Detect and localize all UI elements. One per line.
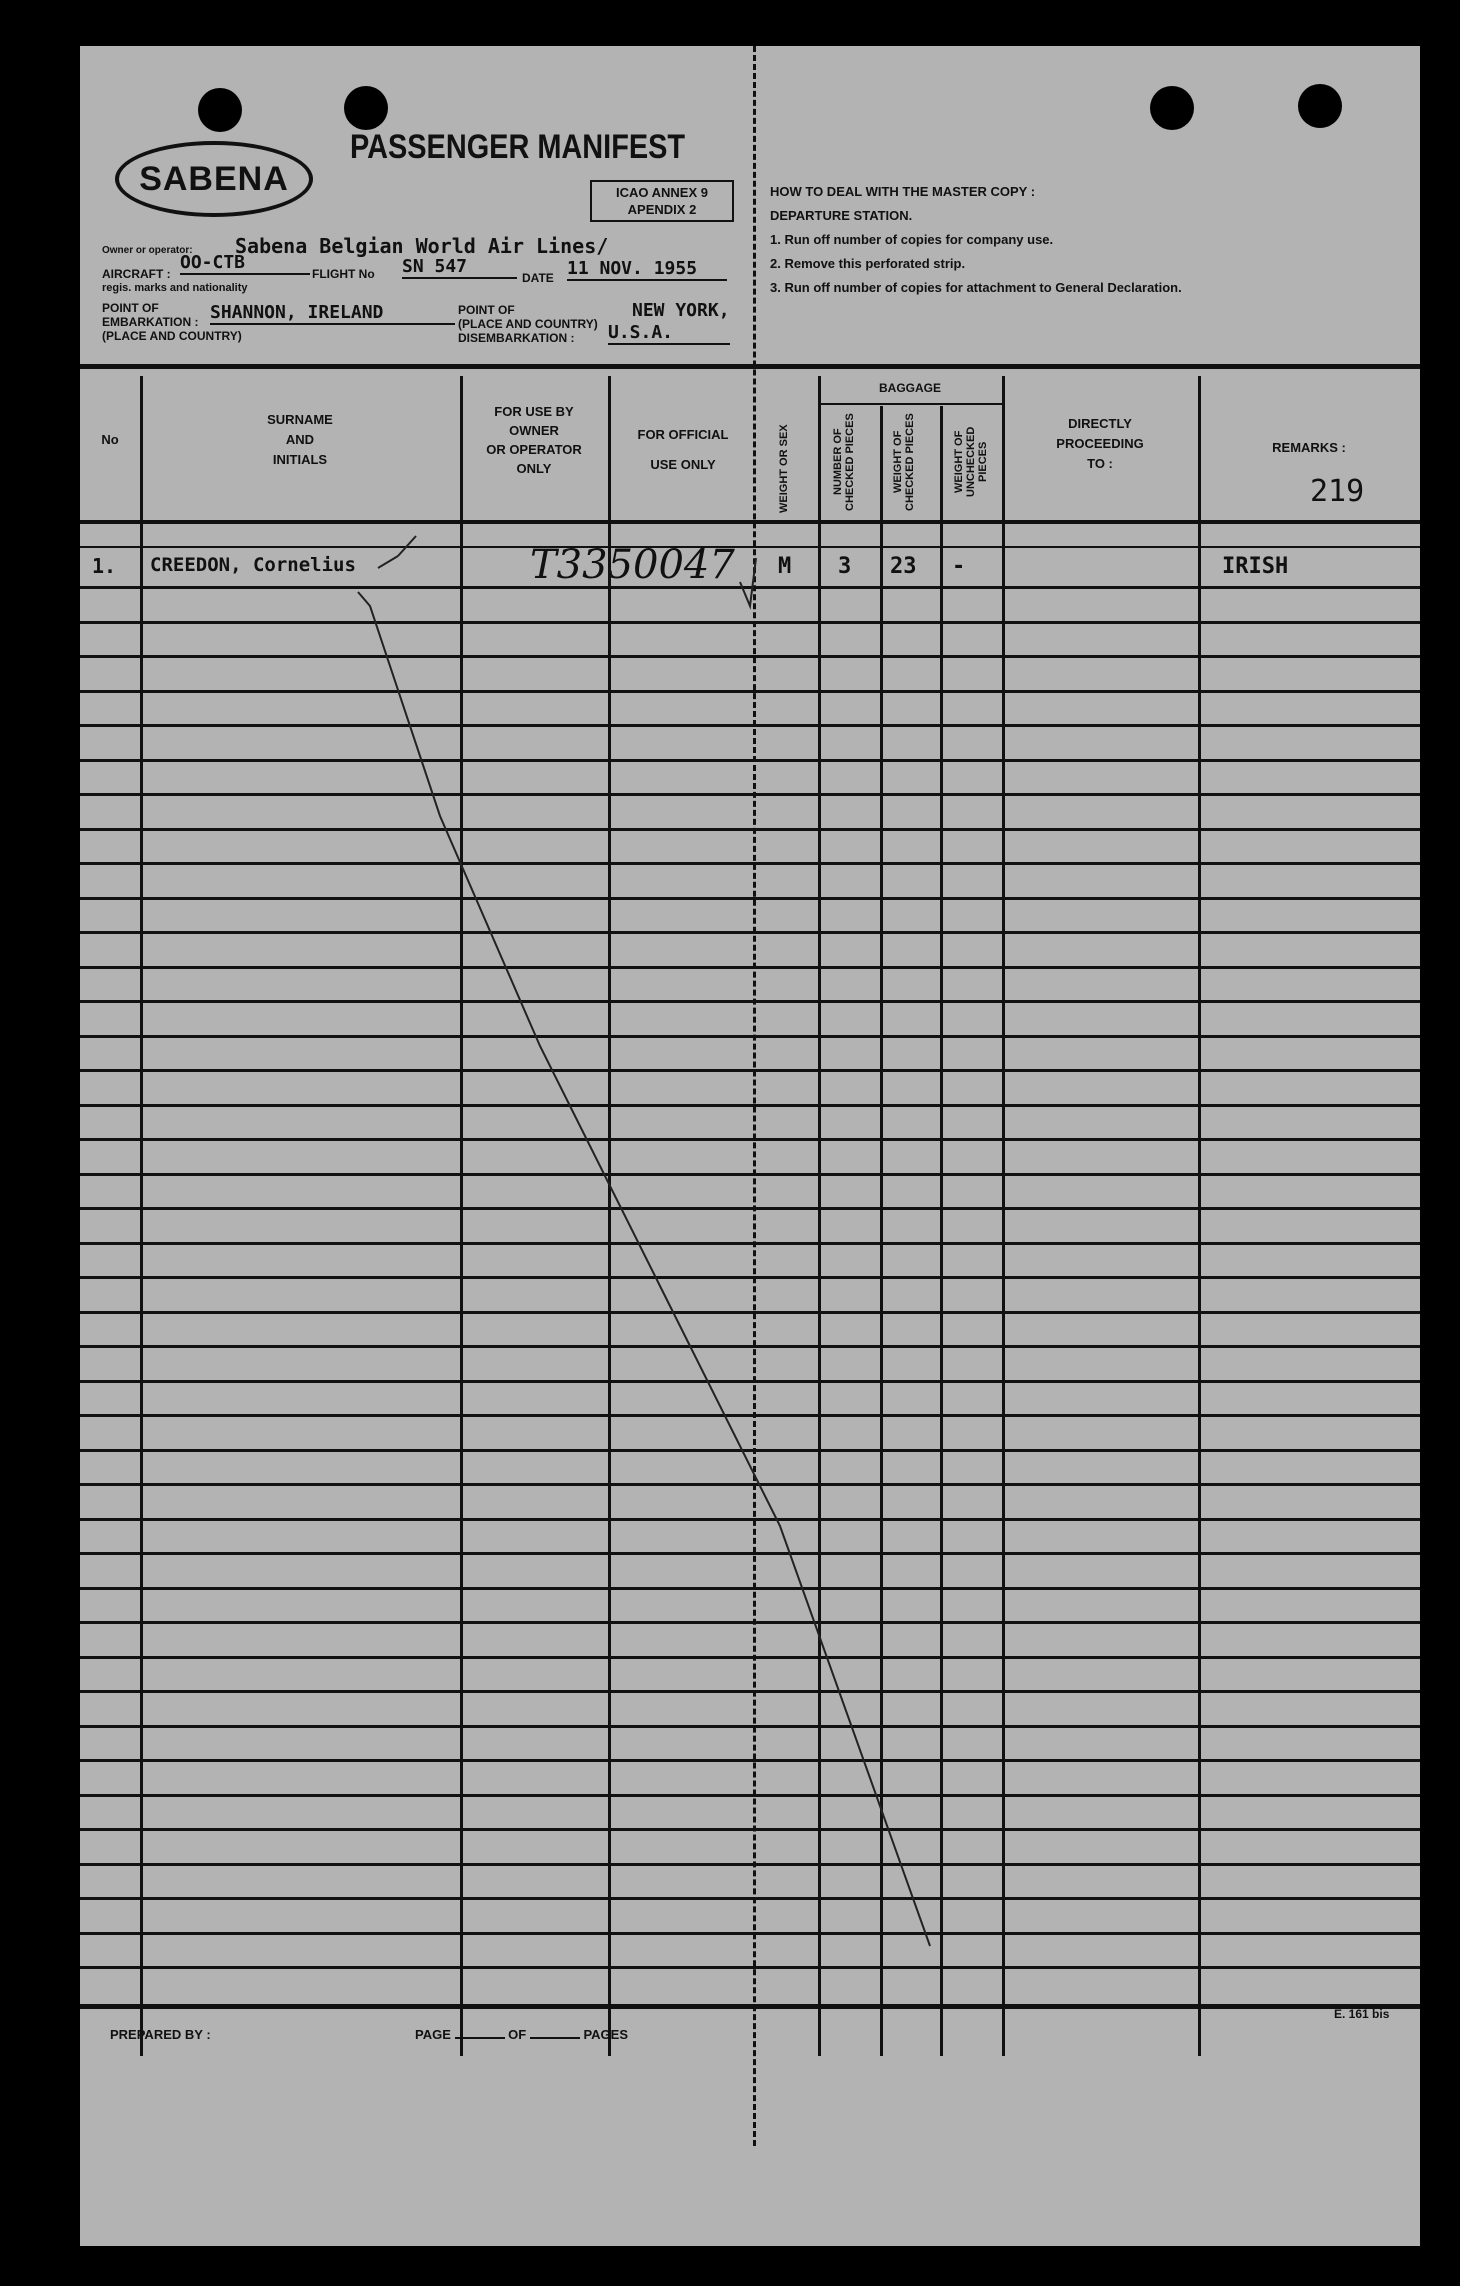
owner-label: Owner or operator: — [102, 245, 193, 256]
form-code: E. 161 bis — [1334, 2007, 1390, 2021]
row-1-name: CREEDON, Cornelius — [150, 554, 356, 576]
disembark-label-3: DISEMBARKATION : — [458, 331, 575, 345]
flight-value: SN 547 — [402, 256, 517, 279]
footer-rule — [80, 2004, 1420, 2009]
instruction-item: 1. Run off number of copies for company use. — [770, 232, 1054, 247]
disembark-value-2: U.S.A. — [608, 322, 730, 345]
row-1-remarks: IRISH — [1222, 554, 1289, 579]
col-no: No — [101, 432, 119, 447]
col-remarks: REMARKS : — [1272, 440, 1346, 455]
embark-label-2: EMBARKATION : — [102, 315, 199, 329]
row-1-weight: 23 — [890, 554, 917, 579]
col-surname: SURNAME AND INITIALS — [267, 412, 333, 467]
col-proceeding: DIRECTLY PROCEEDING TO : — [1056, 416, 1144, 471]
row-1-official: T3350047 — [530, 542, 735, 588]
col-checked-weight: WEIGHT OF CHECKED PIECES — [892, 413, 916, 511]
col-unchecked-weight: WEIGHT OF UNCHECKED PIECES — [953, 426, 989, 498]
manifest-sheet — [80, 46, 1420, 2246]
row-1-pieces: 3 — [838, 554, 852, 579]
disembark-value-1: NEW YORK, — [632, 300, 730, 321]
embark-value: SHANNON, IRELAND — [210, 302, 455, 325]
row-1-sex: M — [778, 554, 792, 579]
aircraft-value: OO-CTB — [180, 252, 310, 275]
instructions-title: HOW TO DEAL WITH THE MASTER COPY : — [770, 184, 1036, 199]
manifest-title: PASSENGER MANIFEST — [350, 128, 686, 166]
icao-line-1: ICAO ANNEX 9 — [616, 185, 708, 200]
page-label: PAGE OF PAGES — [415, 2027, 629, 2042]
col-owner-use: FOR USE BY OWNER OR OPERATOR ONLY — [486, 404, 582, 476]
remarks-number: 219 — [1310, 474, 1365, 509]
sabena-logo: SABENA — [115, 141, 313, 217]
disembark-label-2: (PLACE AND COUNTRY) — [458, 317, 598, 331]
col-weight-sex: WEIGHT OR SEX — [778, 424, 790, 513]
icao-line-2: APENDIX 2 — [627, 202, 697, 217]
col-baggage: BAGGAGE — [878, 381, 941, 395]
embark-label-1: POINT OF — [102, 301, 159, 315]
instructions-subtitle: DEPARTURE STATION. — [770, 208, 913, 223]
date-value: 11 NOV. 1955 — [567, 258, 727, 281]
col-official-use: FOR OFFICIAL USE ONLY — [637, 427, 729, 472]
date-label: DATE — [522, 271, 554, 285]
prepared-by-label: PREPARED BY : — [110, 2027, 211, 2042]
flight-label: FLIGHT No — [312, 267, 375, 281]
instruction-item: 3. Run off number of copies for attachment to General Declaration. — [770, 280, 1182, 295]
disembark-label-1: POINT OF — [458, 303, 515, 317]
row-1-no: 1. — [92, 554, 117, 578]
embark-label-3: (PLACE AND COUNTRY) — [102, 329, 242, 343]
cancel-stroke — [80, 46, 1420, 2246]
owner-value: Sabena Belgian World Air Lines/ — [235, 234, 609, 258]
regis-label: regis. marks and nationality — [102, 282, 248, 294]
instruction-item: 2. Remove this perforated strip. — [770, 256, 966, 271]
row-1-unchecked: - — [952, 554, 966, 579]
aircraft-label: AIRCRAFT : — [102, 267, 171, 281]
col-checked-pieces: NUMBER OF CHECKED PIECES — [832, 413, 856, 511]
